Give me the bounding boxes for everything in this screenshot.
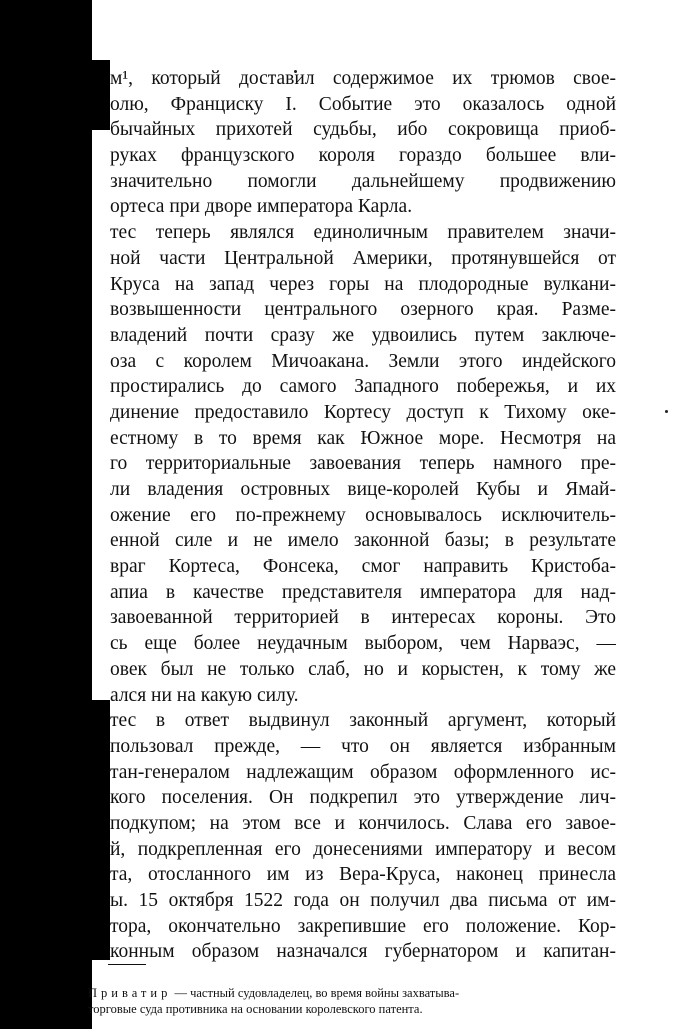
text-line: конным образом назначался губернатором и капитан- [110, 941, 616, 963]
scan-shadow-notch [80, 700, 110, 960]
text-line: значительно помогли дальнейшему продвижению [110, 170, 616, 192]
text-line: й, подкрепленная его донесениями императору и весом [110, 838, 616, 860]
footnote-text: — частный судовладелец, во время войны захватыва- [171, 986, 460, 1000]
text-line: оза с королем Мичоакана. Земли этого индейского [110, 350, 616, 372]
text-line: динение предоставило Кортесу доступ к Тихому оке- [110, 401, 616, 423]
text-line: ли владения островных вице-королей Кубы и Ямай- [110, 479, 616, 500]
text-line: тан-генералом надлежащим образом оформленного ис- [110, 761, 616, 783]
body-text [110, 66, 616, 965]
text-line: енной силе и не имело законной базы; в результате [110, 530, 616, 552]
text-line: Круса на запад через горы на плодородные вулкани- [110, 273, 616, 295]
footnote-divider [108, 964, 146, 965]
text-line: владений почти сразу же удвоились путем заключе- [110, 324, 616, 346]
footnote [88, 985, 608, 1017]
text-line: та, отосланного им из Вера-Круса, наконец принесла [110, 864, 616, 886]
text-line: сь еще более неудачным выбором, чем Нарваэс, — [110, 633, 616, 655]
text-line: го территориальные завоевания теперь намного пре- [110, 453, 616, 475]
text-line: подкупом; на этом все и кончилось. Слава его завое- [110, 812, 616, 834]
scan-shadow-notch [80, 60, 110, 130]
text-line: кого поселения. Он подкрепил это утверждение лич- [110, 787, 616, 809]
text-line: ной части Центральной Америки, протянувшейся от [110, 247, 616, 269]
text-line: ы. 15 октября 1522 года он получил два письма от им- [110, 890, 616, 911]
scan-shadow-edge [0, 0, 92, 1029]
text-line: возвышенности центрального озерного края. Разме- [110, 299, 616, 321]
text-line: руках французского короля гораздо большее вли- [110, 145, 616, 167]
text-line: ортеса при дворе императора Карла. [110, 196, 413, 218]
text-line: завоеванной территорией в интересах короны. Это [110, 607, 616, 629]
text-line: враг Кортеса, Фонсека, смог направить Кристоба- [110, 556, 616, 578]
text-line: овек был не только слаб, но и корыстен, к тому же [110, 658, 616, 680]
text-line: простирались до самого Западного побережья, и их [110, 376, 616, 398]
text-line: тора, окончательно закрепившие его положение. Кор- [110, 915, 616, 937]
text-line: пользовал прежде, — что он является избранным [110, 735, 616, 757]
speck [665, 410, 668, 413]
text-line: тес в ответ выдвинул законный аргумент, который [110, 710, 616, 732]
text-line: апиа в качестве представителя императора для над- [110, 581, 616, 603]
text-line: м¹, который доставил содержимое их трюмов свое- [110, 68, 616, 89]
footnote-term: Приватир [88, 986, 172, 1000]
footnote-line: торговые суда противника на основании королевского патента. [88, 1002, 423, 1016]
text-line: олю, Франциску I. Событие это оказалось одной [110, 93, 616, 115]
text-line: бычайных прихотей судьбы, ибо сокровища приоб- [110, 119, 616, 141]
text-line: ался ни на какую силу. [110, 684, 299, 706]
text-line: естному в то время как Южное море. Несмотря на [110, 427, 616, 449]
text-line: ожение его по-прежнему основывалось исключитель- [110, 504, 616, 526]
text-line: тес теперь являлся единоличным правителем значи- [110, 222, 616, 244]
footnote-line [88, 985, 608, 1001]
